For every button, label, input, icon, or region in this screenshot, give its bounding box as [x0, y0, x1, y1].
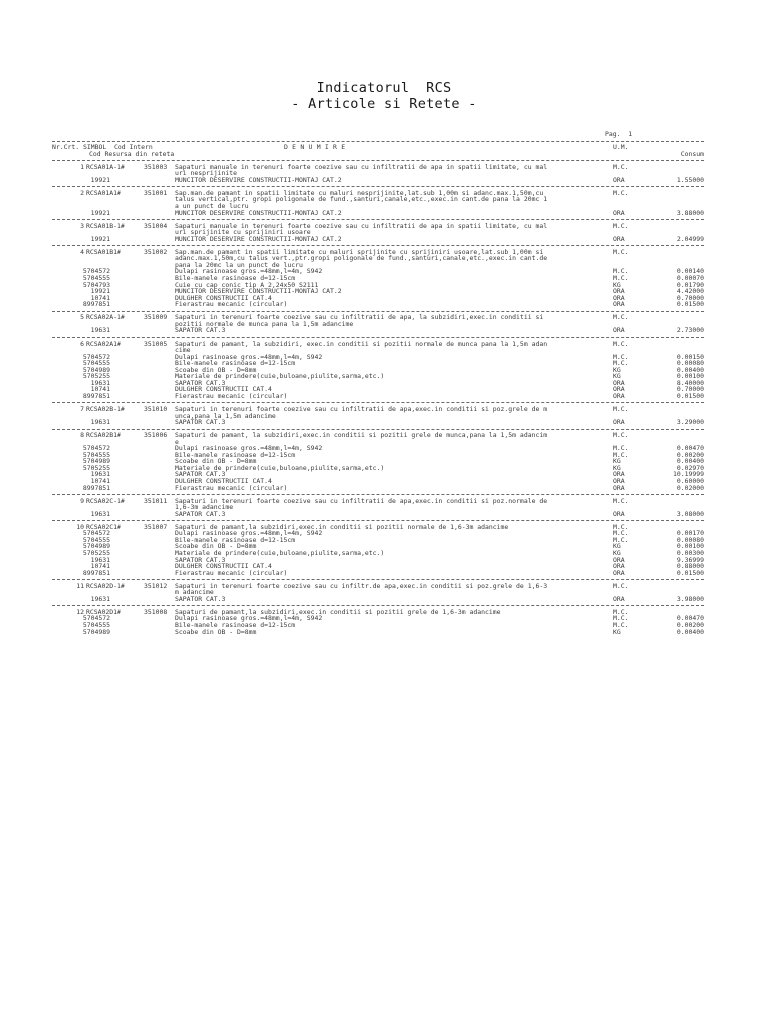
- resource-consum: 0.01500: [676, 568, 704, 577]
- resource-um: M.C.: [613, 614, 629, 623]
- article-denumire: Sap.man.de pamant in spatii limitate cu maluri nesprijinite,lat.sub 1,00m si adanc.max.1,50m,cu: [175, 188, 544, 197]
- resource-name: Bile-manele rasinoase d=12-15cm: [175, 274, 296, 283]
- resource-name: SAPATOR CAT.3: [175, 555, 226, 564]
- resource-consum: 0.00400: [676, 457, 704, 466]
- article-denumire: Sap.man.de pamant in spatii limitate cu maluri sprijinite cu sprijiniri usoare,lat.sub 1,00m si: [175, 247, 544, 256]
- article-cod-intern: 351011: [144, 496, 168, 505]
- article-um: M.C.: [613, 496, 629, 505]
- resource-name: Bile-manele rasinoase d=12-15cm: [175, 535, 296, 544]
- resource-um: ORA: [613, 326, 625, 335]
- resource-code: 5704989: [82, 457, 110, 466]
- article-denumire: Sapaturi in terenuri foarte coezive sau cu infiltr.de apa,exec.in conditii si poz.grele de 1,6-3: [175, 581, 548, 590]
- resource-code: 19921: [90, 234, 110, 243]
- resource-code: 10741: [90, 385, 110, 394]
- resource-consum: 0.00140: [676, 267, 704, 276]
- article-cod-intern: 351012: [144, 581, 168, 590]
- article-um: M.C.: [613, 247, 629, 256]
- resource-name: MUNCITOR DESERVIRE CONSTRUCTII-MONTAJ CAT.2: [175, 175, 342, 184]
- resource-um: KG: [613, 549, 621, 557]
- resource-code: 19921: [90, 287, 110, 296]
- resource-consum: 0.02970: [676, 463, 704, 472]
- resource-code: 19631: [90, 594, 110, 603]
- article-simbol: RCSA01A1#: [86, 188, 121, 197]
- resource-name: Cuie cu cap conic tip A 2,24x50 S2111: [175, 280, 319, 289]
- resource-um: ORA: [613, 470, 625, 479]
- article-denumire: pana la 20mc la un punct de lucru: [175, 260, 303, 269]
- article-cod-intern: 351009: [144, 313, 168, 322]
- article-nr: 9: [80, 496, 84, 505]
- resource-consum: 3.29000: [676, 418, 704, 427]
- article-um: M.C.: [613, 522, 629, 531]
- resource-name: SAPATOR CAT.3: [175, 378, 226, 387]
- document-title: Indicatorul RCS: [316, 80, 452, 96]
- article-simbol: RCSA02A-1#: [86, 313, 125, 322]
- resource-um: ORA: [613, 293, 625, 302]
- resource-code: 10741: [90, 562, 110, 571]
- document-subtitle: - Articole si Retete -: [291, 96, 477, 112]
- resource-um: ORA: [613, 509, 625, 518]
- article-simbol: RCSA02B1#: [86, 431, 121, 440]
- article-simbol: RCSA02C1#: [86, 522, 121, 531]
- resource-consum: 0.00470: [676, 614, 704, 623]
- article-nr: 2: [80, 188, 84, 197]
- resource-um: ORA: [613, 385, 625, 394]
- resource-name: SAPATOR CAT.3: [175, 594, 226, 603]
- resource-name: Scoabe din OB - D=8mm: [175, 627, 257, 636]
- article-denumire: Sapaturi manuale in terenuri foarte coezive sau cu infiltratii de apa in spatii limitate, cu mal: [175, 162, 548, 171]
- resource-name: MUNCITOR DESERVIRE CONSTRUCTII-MONTAJ CAT.2: [175, 234, 342, 243]
- article-simbol: RCSA01B1#: [86, 247, 121, 256]
- resource-consum: 0.01500: [676, 391, 704, 400]
- resource-um: M.C.: [613, 621, 629, 630]
- article-cod-intern: 351002: [144, 247, 168, 256]
- resource-code: 19631: [90, 470, 110, 479]
- article-um: M.C.: [613, 162, 629, 171]
- article-denumire: Sapaturi de pamant,la subzidiri,exec.in conditii si pozitii normale de 1,6-3m adancime: [175, 522, 509, 531]
- resource-consum: 0.88000: [676, 562, 704, 571]
- resource-code: 5704572: [82, 614, 110, 623]
- header-um: U.M.: [613, 143, 629, 152]
- article-um: M.C.: [613, 339, 629, 348]
- article-denumire: uri nesprijinite: [175, 169, 238, 178]
- resource-code: 19631: [90, 555, 110, 564]
- resource-consum: 0.01500: [676, 300, 704, 309]
- resource-code: 19921: [90, 208, 110, 217]
- article-block: [52, 524, 704, 583]
- resource-name: Dulapi rasinoase gros.=48mm,l=4m, S942: [175, 444, 323, 453]
- resource-consum: 0.01790: [676, 280, 704, 289]
- article-nr: 10: [76, 522, 84, 531]
- resource-um: ORA: [613, 300, 625, 309]
- resource-um: M.C.: [613, 274, 629, 283]
- resource-consum: 0.60000: [676, 476, 704, 485]
- article-um: M.C.: [613, 221, 629, 230]
- resource-name: MUNCITOR DESERVIRE CONSTRUCTII-MONTAJ CAT.2: [175, 287, 342, 296]
- resource-consum: 0.00400: [676, 365, 704, 374]
- article-block: [52, 341, 704, 406]
- article-denumire: 1,6-3m adancime: [175, 503, 234, 512]
- resource-name: Materiale de prindere(cuie,buloane,piulite,sarma,etc.): [175, 372, 385, 381]
- resource-name: Bile-manele rasinoase d=12-15cm: [175, 450, 296, 459]
- resource-name: Fierastrau mecanic (circular): [175, 483, 288, 492]
- resource-code: 5704555: [82, 359, 110, 368]
- article-cod-intern: 351001: [144, 188, 168, 197]
- resource-name: SAPATOR CAT.3: [175, 470, 226, 479]
- article-um: M.C.: [613, 404, 629, 413]
- resource-consum: 2.04999: [676, 234, 704, 243]
- resource-um: ORA: [613, 555, 625, 564]
- resource-code: 19631: [90, 509, 110, 518]
- resource-um: ORA: [613, 378, 625, 387]
- article-nr: 3: [80, 221, 84, 230]
- resource-um: M.C.: [613, 352, 629, 361]
- resource-um: KG: [613, 372, 621, 381]
- article-nr: 12: [76, 607, 84, 616]
- resource-um: KG: [613, 457, 621, 466]
- resource-consum: 3.88000: [676, 208, 704, 217]
- article-block: [52, 609, 704, 635]
- resource-name: Fierastrau mecanic (circular): [175, 391, 288, 400]
- resource-code: 5705255: [82, 372, 110, 381]
- article-nr: 5: [80, 313, 84, 322]
- article-cod-intern: 351007: [144, 522, 168, 531]
- resource-consum: 4.42000: [676, 287, 704, 296]
- article-nr: 4: [80, 247, 84, 256]
- article-denumire: Sapaturi manuale in terenuri foarte coezive sau cu infiltratii de apa in spatii limitate, cu mal: [175, 221, 548, 230]
- resource-name: DULGHER CONSTRUCTII CAT.4: [175, 385, 272, 394]
- resource-name: DULGHER CONSTRUCTII CAT.4: [175, 562, 272, 571]
- article-denumire: Sapaturi in terenuri foarte coezive sau cu infiltratii de apa,exec.in conditii si poz.normale de: [175, 496, 548, 505]
- resource-um: ORA: [613, 476, 625, 485]
- resource-um: M.C.: [613, 535, 629, 544]
- header-nr-simbol-cod: Nr.Crt. SIMBOL Cod Intern: [52, 143, 153, 152]
- resource-name: Dulapi rasinoase gros.=48mm,l=4m, S942: [175, 267, 323, 276]
- resource-code: 5704555: [82, 450, 110, 459]
- resource-consum: 1.55000: [676, 175, 704, 184]
- article-block: [52, 583, 704, 609]
- resource-code: 5704989: [82, 627, 110, 636]
- resource-name: Scoabe din OB - D=8mm: [175, 457, 257, 466]
- article-denumire: Sapaturi in terenuri foarte coezive sau cu infiltratii de apa, la subzidiri,exec.in conditii si: [175, 313, 544, 322]
- resource-consum: 0.70000: [676, 385, 704, 394]
- resource-name: Materiale de prindere(cuie,buloane,piulite,sarma,etc.): [175, 463, 385, 472]
- article-cod-intern: 351004: [144, 221, 168, 230]
- resource-code: 5704555: [82, 535, 110, 544]
- article-block: [52, 406, 704, 432]
- resource-code: 5704555: [82, 621, 110, 630]
- article-um: M.C.: [613, 607, 629, 616]
- article-cod-intern: 351003: [144, 162, 168, 171]
- article-cod-intern: 351005: [144, 339, 168, 348]
- article-simbol: RCSA02D-1#: [86, 581, 125, 590]
- resource-consum: 0.00200: [676, 450, 704, 459]
- article-um: M.C.: [613, 188, 629, 197]
- article-denumire: Sapaturi de pamant, la subzidiri,exec.in conditii si pozitii grele de munca,pana la 1,5m adancim: [175, 431, 548, 440]
- article-cod-intern: 351010: [144, 404, 168, 413]
- resource-consum: 8.40000: [676, 378, 704, 387]
- resource-code: 5705255: [82, 463, 110, 472]
- article-simbol: RCSA02D1#: [86, 607, 121, 616]
- resource-code: 5704572: [82, 444, 110, 453]
- resource-consum: 0.00080: [676, 359, 704, 368]
- article-block: [52, 223, 704, 249]
- resource-um: ORA: [613, 391, 625, 400]
- article-block: [52, 190, 704, 223]
- article-block: [52, 432, 704, 497]
- article-um: M.C.: [613, 313, 629, 322]
- resource-consum: 0.00200: [676, 621, 704, 630]
- article-denumire: a un punct de lucru: [175, 202, 249, 211]
- resource-consum: 9.36999: [676, 555, 704, 564]
- resource-name: Fierastrau mecanic (circular): [175, 568, 288, 577]
- article-nr: 6: [80, 339, 84, 348]
- article-block: [52, 164, 704, 190]
- resource-um: M.C.: [613, 529, 629, 538]
- resource-name: Bile-manele rasinoase d=12-15cm: [175, 621, 296, 630]
- resource-um: ORA: [613, 594, 625, 603]
- resource-consum: 10.19999: [672, 470, 704, 479]
- resource-consum: 0.00170: [676, 529, 704, 538]
- article-denumire: unca,pana la 1,5m adancime: [175, 411, 276, 420]
- article-block: [52, 249, 704, 314]
- resource-um: M.C.: [613, 359, 629, 368]
- article-denumire: e: [175, 437, 179, 446]
- resource-row: [52, 629, 704, 636]
- article-denumire: talus vertical,ptr. gropi poligonale de fund.,santuri,canale,etc.,exec.in cant.de pana la 20mc 1: [175, 195, 548, 204]
- resource-um: KG: [613, 280, 621, 289]
- resource-code: 5704989: [82, 542, 110, 551]
- resource-um: ORA: [613, 418, 625, 427]
- resource-code: 19631: [90, 418, 110, 427]
- resource-name: DULGHER CONSTRUCTII CAT.4: [175, 293, 272, 302]
- article-denumire: uri sprijinite cu sprijiniri usoare: [175, 228, 311, 237]
- resource-code: 5705255: [82, 549, 110, 557]
- resource-code: 5704555: [82, 274, 110, 283]
- header-denumire: DENUMIRE: [284, 143, 350, 152]
- resource-consum: 3.08000: [676, 509, 704, 518]
- resource-um: KG: [613, 627, 621, 636]
- resource-consum: 0.00400: [676, 627, 704, 636]
- resource-code: 19921: [90, 175, 110, 184]
- resource-consum: 0.00070: [676, 274, 704, 283]
- resource-consum: 3.98000: [676, 594, 704, 603]
- resource-consum: 0.70000: [676, 293, 704, 302]
- resource-name: Dulapi rasinoase gros.=48mm,l=4m, S942: [175, 614, 323, 623]
- resource-name: SAPATOR CAT.3: [175, 326, 226, 335]
- article-nr: 1: [80, 162, 84, 171]
- article-simbol: RCSA01A-1#: [86, 162, 125, 171]
- resource-name: SAPATOR CAT.3: [175, 418, 226, 427]
- resource-consum: 0.00080: [676, 535, 704, 544]
- resource-code: 8997851: [82, 483, 110, 492]
- resource-code: 8997851: [82, 568, 110, 577]
- article-simbol: RCSA02A1#: [86, 339, 121, 348]
- resource-um: KG: [613, 365, 621, 374]
- article-cod-intern: 351008: [144, 607, 168, 616]
- resource-code: 8997851: [82, 300, 110, 309]
- resource-code: 5704572: [82, 529, 110, 538]
- resource-um: ORA: [613, 562, 625, 571]
- page-number: Pag. 1: [605, 130, 633, 138]
- resource-um: ORA: [613, 568, 625, 577]
- resource-name: Dulapi rasinoase gros.=48mm,l=4m, S942: [175, 352, 323, 361]
- recipe-table: [52, 131, 704, 635]
- resource-name: Scoabe din OB - D=8mm: [175, 542, 257, 551]
- resource-consum: 0.02000: [676, 483, 704, 492]
- article-block: [52, 314, 704, 340]
- article-nr: 7: [80, 404, 84, 413]
- resource-name: Bile-manele rasinoase d=12-15cm: [175, 359, 296, 368]
- article-denumire: Sapaturi de pamant, la subzidiri, exec.in conditii si pozitii normale de munca pana la 1,5m adan: [175, 339, 548, 348]
- article-simbol: RCSA01B-1#: [86, 221, 125, 230]
- article-simbol: RCSA02B-1#: [86, 404, 125, 413]
- resource-code: 10741: [90, 476, 110, 485]
- resource-um: ORA: [613, 287, 625, 296]
- resource-name: DULGHER CONSTRUCTII CAT.4: [175, 476, 272, 485]
- article-denumire: adanc.max.1,50m,cu talus vert.,ptr.gropi poligonale de fund.,santuri,canale,etc.,exec.in cant.de: [175, 254, 548, 263]
- resource-um: KG: [613, 542, 621, 551]
- resource-um: ORA: [613, 208, 625, 217]
- resource-code: 5704793: [82, 280, 110, 289]
- resource-um: ORA: [613, 483, 625, 492]
- resource-um: M.C.: [613, 267, 629, 276]
- article-simbol: RCSA02C-1#: [86, 496, 125, 505]
- resource-name: Materiale de prindere(cuie,buloane,piulite,sarma,etc.): [175, 549, 385, 557]
- article-denumire: Sapaturi de pamant,la subzidiri,exec.in conditii si pozitii grele de 1,6-3m adancime: [175, 607, 501, 616]
- article-denumire: m adancime: [175, 588, 214, 597]
- resource-um: KG: [613, 463, 621, 472]
- resource-code: 5704572: [82, 267, 110, 276]
- resource-consum: 0.00100: [676, 372, 704, 381]
- resource-consum: 0.00470: [676, 444, 704, 453]
- article-nr: 8: [80, 431, 84, 440]
- article-denumire: Sapaturi in terenuri foarte coezive sau cu infiltratii de apa,exec.in conditii si poz.grele de m: [175, 404, 548, 413]
- article-block: [52, 498, 704, 524]
- article-denumire: pozitii normale de munca pana la 1,5m adancime: [175, 319, 354, 328]
- resource-code: 19631: [90, 326, 110, 335]
- resource-um: M.C.: [613, 444, 629, 453]
- resource-code: 19631: [90, 378, 110, 387]
- resource-um: ORA: [613, 234, 625, 243]
- resource-um: M.C.: [613, 450, 629, 459]
- article-um: M.C.: [613, 431, 629, 440]
- resource-code: 5704989: [82, 365, 110, 374]
- resource-name: MUNCITOR DESERVIRE CONSTRUCTII-MONTAJ CAT.2: [175, 208, 342, 217]
- resource-consum: 0.00100: [676, 542, 704, 551]
- resource-code: 5704572: [82, 352, 110, 361]
- resource-consum: 0.00300: [676, 549, 704, 557]
- article-denumire: cime: [175, 346, 191, 355]
- resource-name: Fierastrau mecanic (circular): [175, 300, 288, 309]
- resource-code: 8997851: [82, 391, 110, 400]
- article-um: M.C.: [613, 581, 629, 590]
- resource-name: SAPATOR CAT.3: [175, 509, 226, 518]
- resource-consum: 0.00150: [676, 352, 704, 361]
- resource-consum: 2.73000: [676, 326, 704, 335]
- article-cod-intern: 351006: [144, 431, 168, 440]
- header-consum: Consum: [680, 149, 704, 158]
- resource-name: Dulapi rasinoase gros.=48mm,l=4m, S942: [175, 529, 323, 538]
- resource-name: Scoabe din OB - D=8mm: [175, 365, 257, 374]
- resource-um: ORA: [613, 175, 625, 184]
- header-cod-resursa: Cod Resursa din reteta: [89, 149, 175, 158]
- articles-list: [52, 164, 704, 635]
- article-nr: 11: [76, 581, 84, 590]
- resource-code: 10741: [90, 293, 110, 302]
